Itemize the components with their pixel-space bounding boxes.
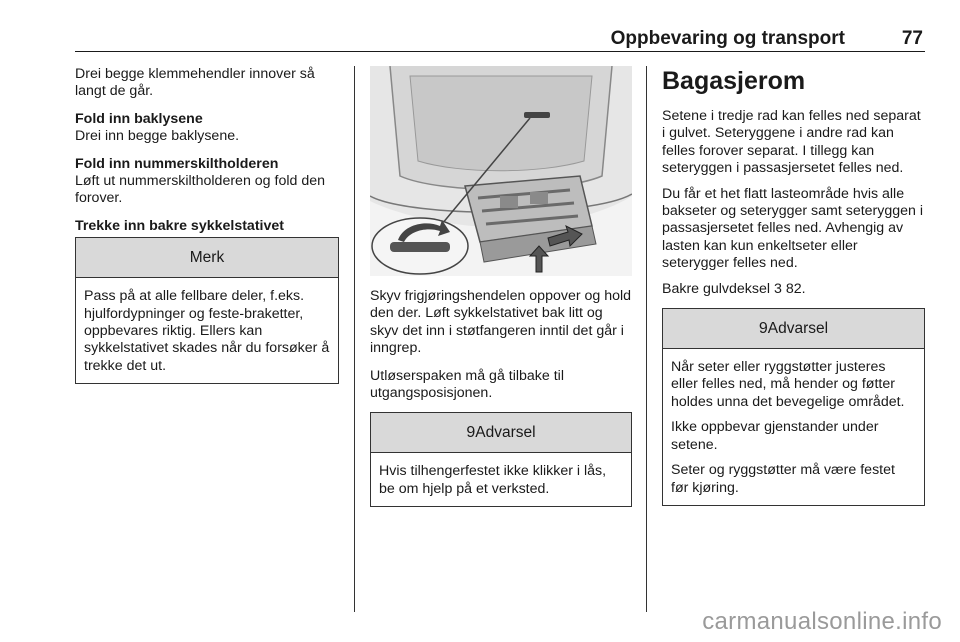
warning-title-text: Advarsel (767, 320, 829, 338)
warning-text-seats-2: Ikke oppbevar gjenstander under setene. (671, 419, 879, 453)
note-title: Merk (76, 238, 338, 278)
intro-paragraph: Drei begge klemmehendler innover så langt de går. (75, 66, 315, 100)
heading-fold-plate: Fold inn nummerskiltholderen (75, 155, 279, 172)
page-header (75, 26, 925, 52)
column-1 (75, 66, 339, 384)
warning-text-seats-3: Seter og ryggstøtter må være festet før kjøring. (671, 462, 895, 496)
warning-icon: 9 (466, 424, 476, 442)
paragraph-fold-lights: Drei inn begge baklysene. (75, 128, 240, 145)
warning-box-trailer (370, 412, 632, 507)
heading-fold-lights: Fold inn baklysene (75, 110, 203, 127)
watermark: carmanualsonline.info (702, 608, 942, 635)
warning-box-seats (662, 308, 925, 506)
heading-retract-carrier: Trekke inn bakre sykkelstativet (75, 217, 284, 234)
paragraph-flat-load: Du får et het flatt lasteområde hvis alle bakseter og seterygger samt seteryggen i passasjersetet felles ned. Avhengig av lasten kan kun enkeltseter eller seterygger felles ned. (662, 185, 924, 272)
warning-title-text: Advarsel (475, 424, 536, 442)
paragraph-push-carrier: Skyv frigjøringshendelen oppover og hold den der. Løft sykkelstativet bak litt og skyv det inn i støtfangeren inntil det går i inngrep. (370, 288, 632, 357)
warning-icon: 9 (758, 320, 768, 338)
column-2 (370, 66, 632, 507)
note-box (75, 237, 339, 384)
page-number: 77 (901, 28, 923, 49)
section-title: Oppbevaring og transport (610, 28, 845, 49)
paragraph-third-row: Setene i tredje rad kan felles ned separat i gulvet. Seteryggene i andre rad kan felles forover separat. I tillegg kan seteryggen i passasjersetet felles ned. (662, 108, 921, 177)
warning-text-seats-1: Når seter eller ryggstøtter justeres eller felles ned, må hender og føtter holdes unna det bevegelige området. (671, 359, 905, 410)
paragraph-release-lever: Utløserspaken må gå tilbake til utgangsposisjonen. (370, 367, 564, 402)
note-text: Pass på at alle fellbare deler, f.eks. hjulfordypninger og feste-braketter, oppbevares riktig. Ellers kan sykkelstativet skades når du forsøker å trekke det ut. (84, 288, 330, 374)
warning-title-trailer (371, 413, 631, 453)
section-heading-luggage: Bagasjerom (662, 67, 806, 95)
paragraph-fold-plate: Løft ut nummerskiltholderen og fold den forover. (75, 173, 325, 207)
column-divider-1 (354, 66, 355, 612)
column-divider-2 (646, 66, 647, 612)
bike-carrier-illustration (370, 66, 632, 276)
paragraph-rear-floor-cover: Bakre gulvdeksel 3 82. (662, 280, 806, 297)
warning-title-seats (663, 309, 924, 349)
warning-text-trailer: Hvis tilhengerfestet ikke klikker i lås, be om hjelp på et verksted. (379, 463, 607, 497)
column-3 (662, 66, 925, 506)
